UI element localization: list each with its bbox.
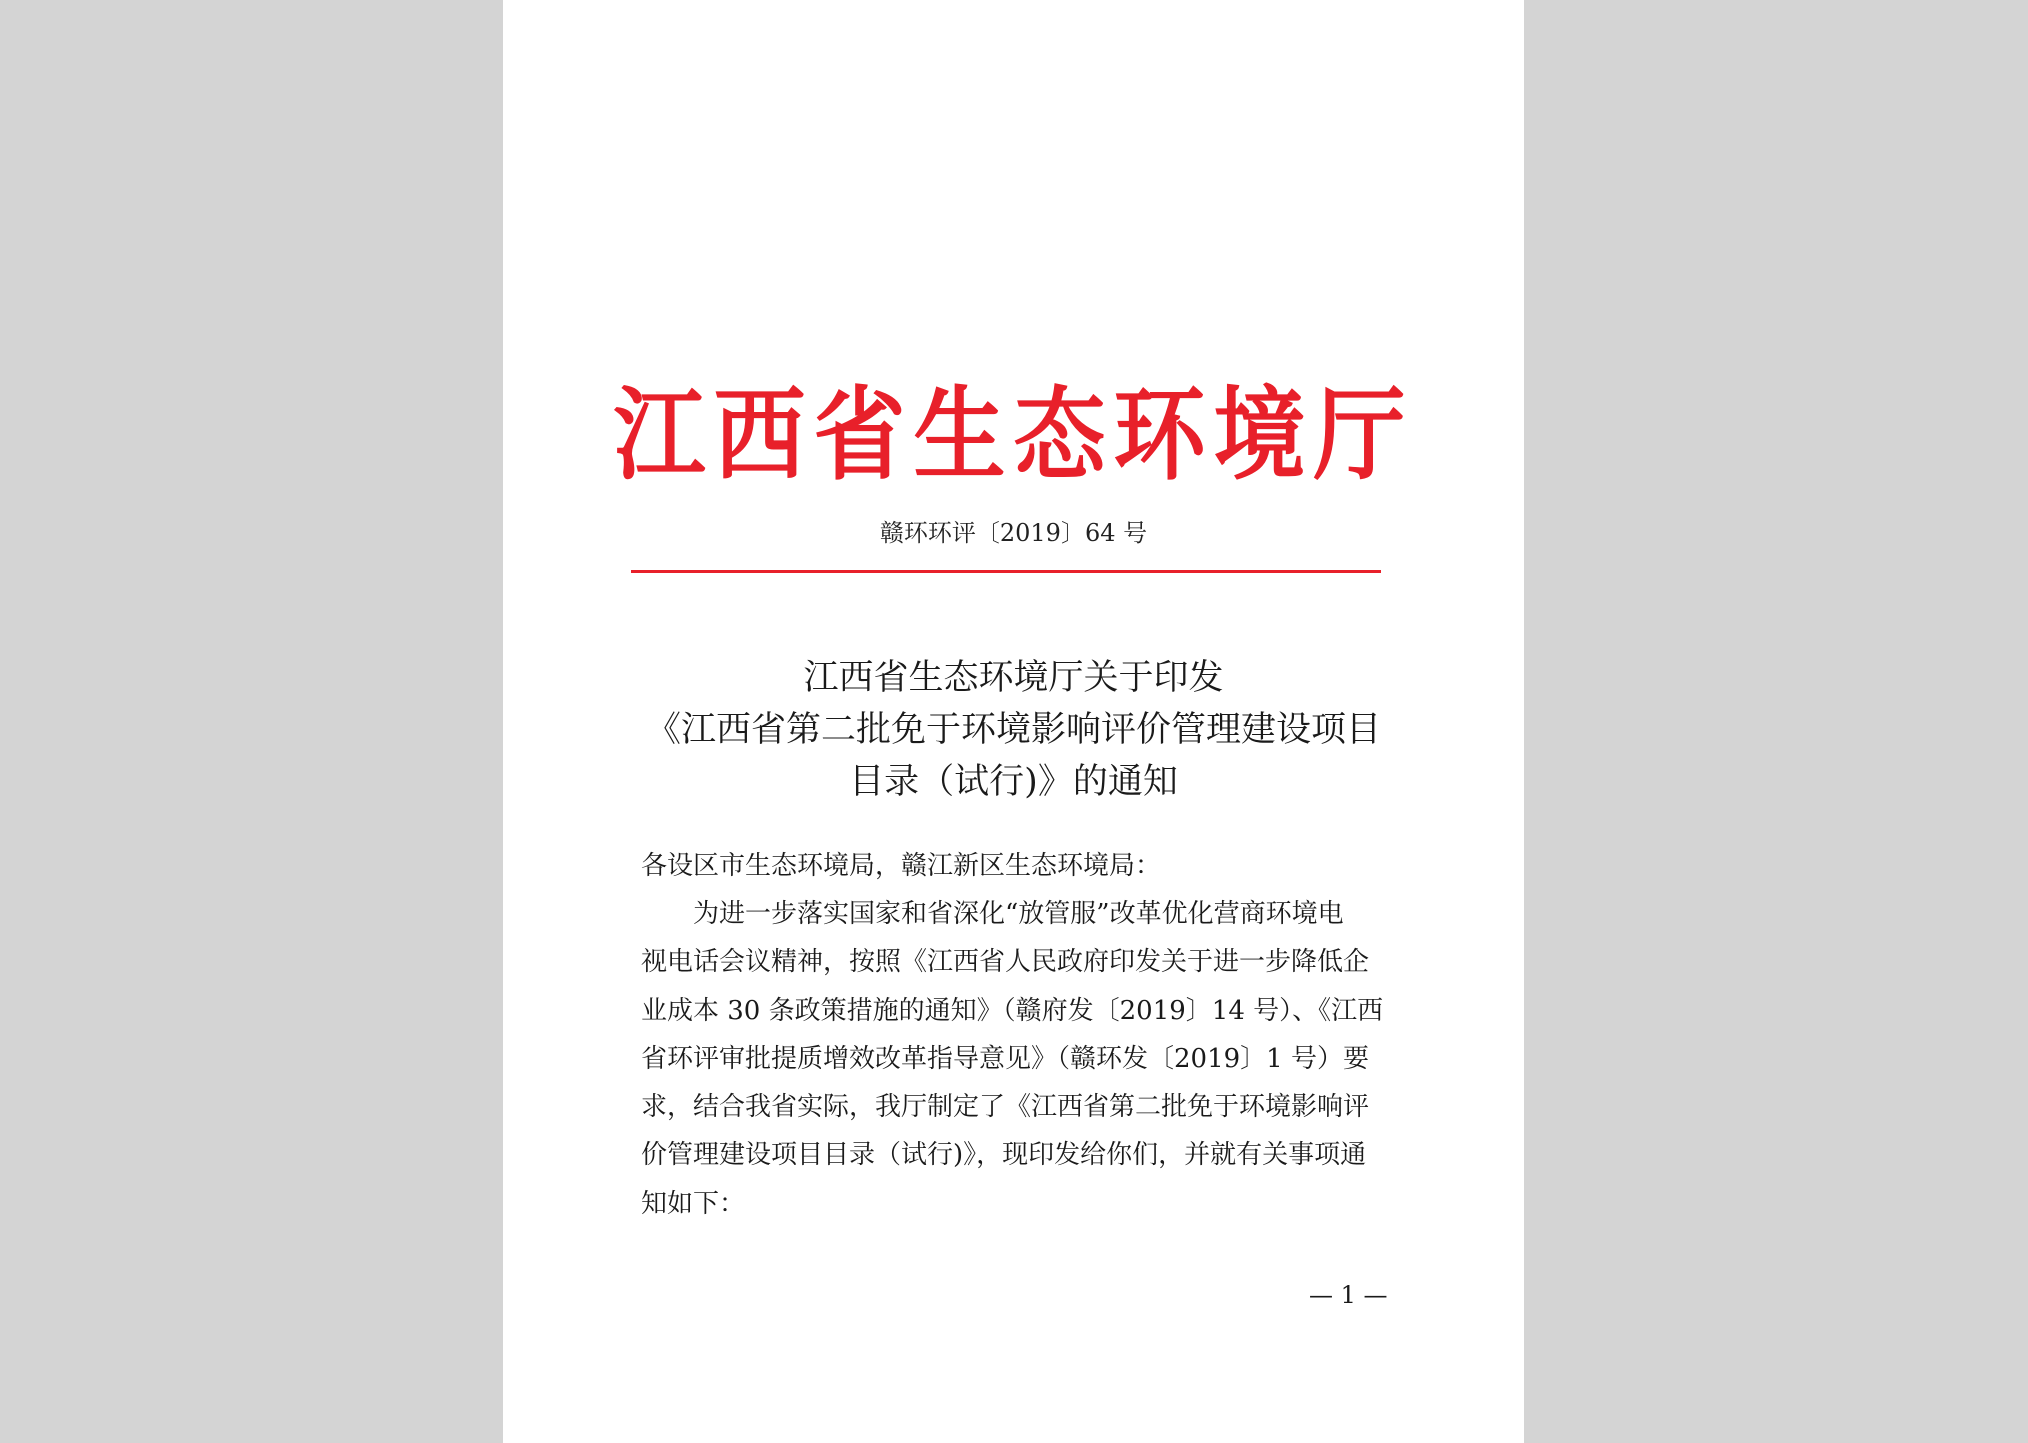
document-number: 赣环环评〔2019〕64 号 [879, 519, 1148, 547]
body-line: 业成本 30 条政策措施的通知》（赣府发〔2019〕14 号）、《江西 [641, 995, 1384, 1026]
body-line: 求，结合我省实际，我厅制定了《江西省第二批免于环境影响评 [641, 1092, 1370, 1123]
body-line: 知如下： [641, 1188, 746, 1219]
page-number: — 1 — [1309, 1281, 1388, 1309]
agency-red-header: 江西省生态环境厅 [613, 375, 1414, 495]
title-line: 江西省生态环境厅关于印发 [803, 658, 1224, 698]
red-divider-line [631, 570, 1381, 573]
body-line: 省环评审批提质增效改革指导意见》（赣环发〔2019〕1 号）要 [641, 1043, 1369, 1074]
body-line: 视电话会议精神，按照《江西省人民政府印发关于进一步降低企 [641, 947, 1370, 978]
document-title [503, 652, 1524, 808]
title-line: 目录（试行)》的通知 [849, 762, 1178, 802]
document-page [503, 0, 1524, 1443]
addressee-line: 各设区市生态环境局，赣江新区生态环境局： [641, 851, 1162, 881]
body-paragraph [641, 890, 1401, 1228]
body-line: 为进一步落实国家和省深化“放管服”改革优化营商环境电 [641, 899, 1344, 929]
body-line: 价管理建设项目目录（试行)》，现印发给你们，并就有关事项通 [641, 1140, 1367, 1171]
title-line: 《江西省第二批免于环境影响评价管理建设项目 [645, 710, 1381, 750]
